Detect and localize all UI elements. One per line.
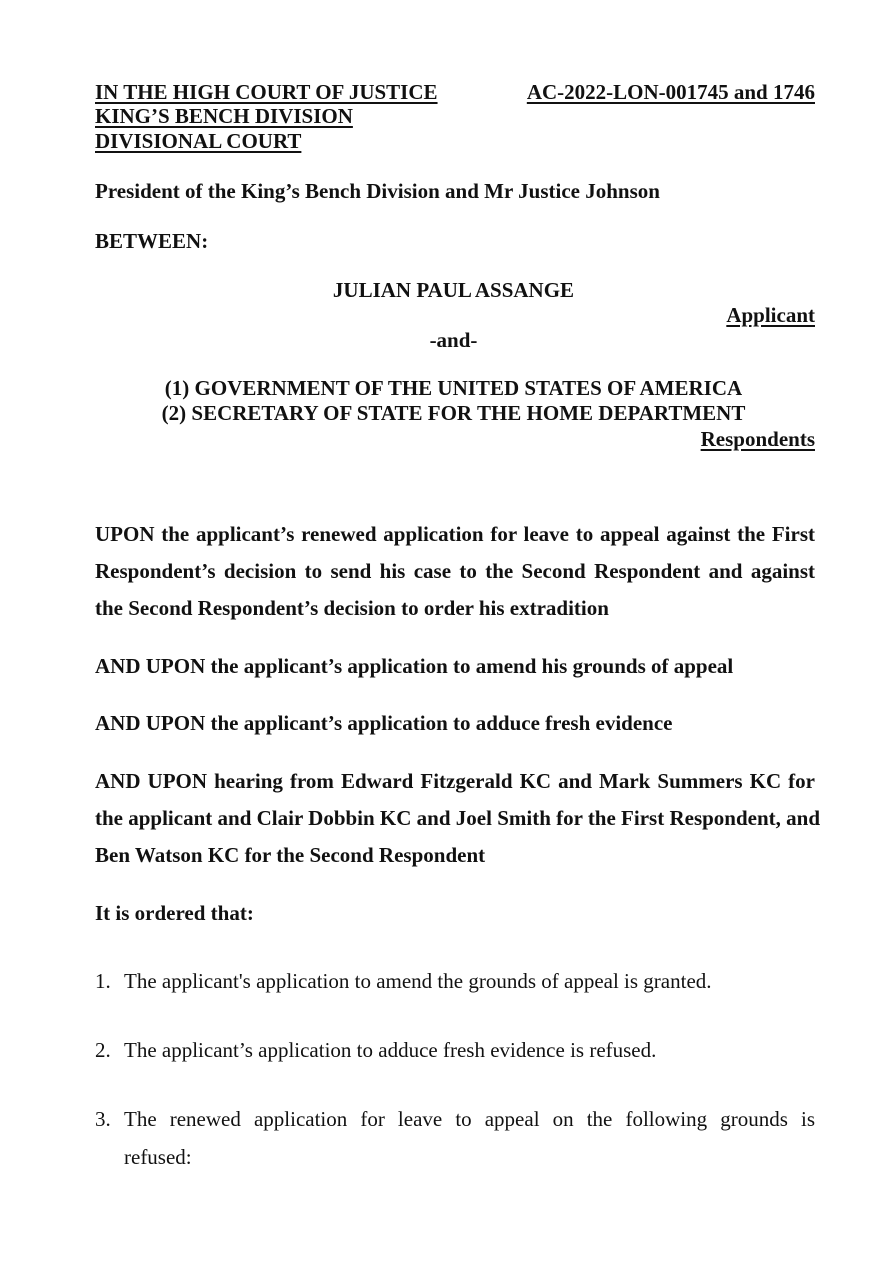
applicant-name: JULIAN PAUL ASSANGE xyxy=(332,278,575,302)
court-name: IN THE HIGH COURT OF JUSTICE xyxy=(95,80,438,104)
recital-line: AND UPON the applicant’s application to adduce fresh evidence xyxy=(95,711,673,735)
and-separator: -and- xyxy=(429,328,478,352)
recital-line: the applicant and Clair Dobbin KC and Joel Smith for the First Respondent, and xyxy=(95,806,821,830)
order-text: refused: xyxy=(124,1145,192,1169)
court-division: KING’S BENCH DIVISION xyxy=(95,104,353,128)
case-number: AC-2022-LON-001745 and 1746 xyxy=(526,80,815,104)
order-number: 2. xyxy=(95,1038,111,1062)
ordered-heading: It is ordered that: xyxy=(95,901,254,925)
recital-line: AND UPON the applicant’s application to amend his grounds of appeal xyxy=(95,654,734,678)
recital-line: Ben Watson KC for the Second Respondent xyxy=(95,843,486,867)
applicant-role: Applicant xyxy=(726,303,815,327)
court-type: DIVISIONAL COURT xyxy=(95,129,302,153)
recital-line: the Second Respondent’s decision to order his extradition xyxy=(95,596,609,620)
respondent-2: (2) SECRETARY OF STATE FOR THE HOME DEPARTMENT xyxy=(161,401,746,425)
respondents-role: Respondents xyxy=(700,427,815,451)
respondent-1: (1) GOVERNMENT OF THE UNITED STATES OF AMERICA xyxy=(164,376,743,400)
order-number: 1. xyxy=(95,969,111,993)
order-text: The applicant’s application to adduce fresh evidence is refused. xyxy=(124,1038,657,1062)
order-text: The renewed application for leave to appeal on the following grounds is xyxy=(124,1107,815,1131)
judges: President of the King’s Bench Division and Mr Justice Johnson xyxy=(95,179,660,203)
recital-line: UPON the applicant’s renewed application for leave to appeal against the First xyxy=(95,522,815,546)
between-label: BETWEEN: xyxy=(95,229,209,253)
order-number: 3. xyxy=(95,1107,111,1131)
order-text: The applicant's application to amend the grounds of appeal is granted. xyxy=(124,969,712,993)
recital-line: Respondent’s decision to send his case to the Second Respondent and against xyxy=(95,559,815,583)
recital-line: AND UPON hearing from Edward Fitzgerald KC and Mark Summers KC for xyxy=(95,769,815,793)
